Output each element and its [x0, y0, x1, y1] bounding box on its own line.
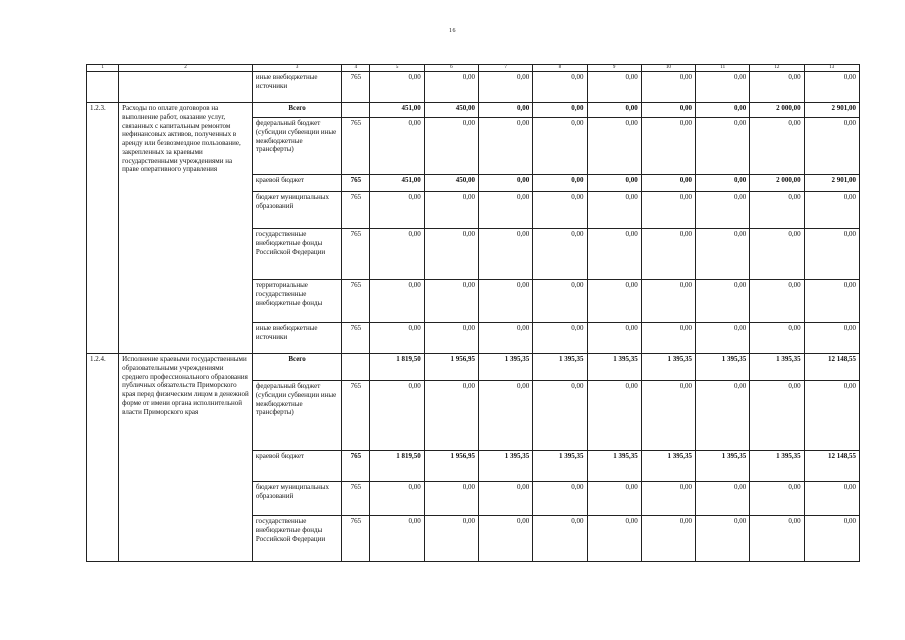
value-cell: 0,00: [370, 323, 424, 354]
code-cell: 765: [342, 323, 370, 354]
value-cell: 0,00: [696, 192, 750, 229]
code-cell: 765: [342, 516, 370, 562]
column-header: 8: [533, 65, 587, 72]
table-row: [87, 103, 860, 118]
funding-source: иные внебюджетные источники: [252, 323, 341, 354]
code-cell: 765: [342, 72, 370, 103]
value-cell: 0,00: [478, 72, 532, 103]
value-cell: 0,00: [370, 482, 424, 516]
value-cell: 0,00: [641, 280, 695, 323]
code-cell: 765: [342, 229, 370, 280]
value-cell: 2 901,00: [804, 175, 859, 192]
value-cell: 0,00: [533, 323, 587, 354]
value-cell: 0,00: [533, 175, 587, 192]
value-cell: 0,00: [804, 192, 859, 229]
name-cell: [119, 72, 253, 103]
column-header: 10: [641, 65, 695, 72]
value-cell: 1 395,35: [533, 354, 587, 381]
column-header: 6: [424, 65, 478, 72]
column-header: 9: [587, 65, 641, 72]
value-cell: 0,00: [587, 516, 641, 562]
value-cell: 1 819,50: [370, 354, 424, 381]
value-cell: 0,00: [750, 118, 804, 175]
value-cell: 0,00: [533, 192, 587, 229]
value-cell: 0,00: [370, 192, 424, 229]
funding-source: бюджет муниципальных образований: [252, 482, 341, 516]
value-cell: 0,00: [478, 381, 532, 451]
value-cell: 12 148,55: [804, 354, 859, 381]
value-cell: 0,00: [641, 381, 695, 451]
value-cell: 0,00: [424, 192, 478, 229]
value-cell: 2 000,00: [750, 103, 804, 118]
code-cell: 765: [342, 280, 370, 323]
value-cell: 0,00: [478, 323, 532, 354]
code-cell: [342, 103, 370, 118]
code-cell: 765: [342, 451, 370, 482]
column-header: 1: [87, 65, 119, 72]
value-cell: 0,00: [587, 175, 641, 192]
value-cell: 0,00: [750, 280, 804, 323]
value-cell: 0,00: [804, 72, 859, 103]
value-cell: 0,00: [696, 72, 750, 103]
value-cell: 12 148,55: [804, 451, 859, 482]
value-cell: 0,00: [370, 381, 424, 451]
funding-source: иные внебюджетные источники: [252, 72, 341, 103]
code-cell: 765: [342, 381, 370, 451]
funding-source: краевой бюджет: [252, 175, 341, 192]
value-cell: 0,00: [804, 118, 859, 175]
value-cell: 0,00: [424, 280, 478, 323]
value-cell: 1 395,35: [587, 451, 641, 482]
funding-source: территориальные государственные внебюджетные фонды: [252, 280, 341, 323]
value-cell: 0,00: [641, 482, 695, 516]
code-cell: 765: [342, 482, 370, 516]
value-cell: 0,00: [750, 482, 804, 516]
value-cell: 0,00: [370, 72, 424, 103]
value-cell: 0,00: [533, 381, 587, 451]
value-cell: 0,00: [478, 280, 532, 323]
section-name: Расходы по оплате договоров на выполнение работ, оказание услуг, связанных с капитальным ремонтом нефинансовых активов, полученных в аренду или безвозмездное пользование, закрепленных за краевыми государственными учреждениями на праве оперативного управления: [119, 103, 253, 354]
value-cell: 0,00: [641, 175, 695, 192]
value-cell: 450,00: [424, 175, 478, 192]
funding-source: государственные внебюджетные фонды Российской Федерации: [252, 229, 341, 280]
value-cell: 0,00: [750, 192, 804, 229]
code-cell: [342, 354, 370, 381]
table-row: [87, 354, 860, 381]
value-cell: 0,00: [587, 192, 641, 229]
value-cell: 0,00: [478, 175, 532, 192]
value-cell: 0,00: [370, 229, 424, 280]
total-label: Всего: [252, 354, 341, 381]
value-cell: 0,00: [533, 482, 587, 516]
column-header: 7: [478, 65, 532, 72]
column-header: 4: [342, 65, 370, 72]
column-header: 3: [252, 65, 341, 72]
code-cell: 765: [342, 192, 370, 229]
value-cell: 0,00: [587, 381, 641, 451]
value-cell: 0,00: [641, 192, 695, 229]
value-cell: 0,00: [696, 118, 750, 175]
value-cell: 0,00: [478, 103, 532, 118]
value-cell: 0,00: [370, 280, 424, 323]
value-cell: 0,00: [804, 229, 859, 280]
budget-table: [86, 64, 860, 562]
value-cell: 1 395,35: [696, 451, 750, 482]
value-cell: 0,00: [641, 72, 695, 103]
section-number: 1.2.4.: [87, 354, 119, 562]
column-header: 13: [804, 65, 859, 72]
value-cell: 1 395,35: [750, 354, 804, 381]
code-cell: 765: [342, 118, 370, 175]
value-cell: 0,00: [587, 118, 641, 175]
value-cell: 0,00: [641, 323, 695, 354]
value-cell: 0,00: [533, 516, 587, 562]
value-cell: 0,00: [750, 229, 804, 280]
value-cell: 0,00: [424, 516, 478, 562]
section-number: 1.2.3.: [87, 103, 119, 354]
column-header: 12: [750, 65, 804, 72]
column-header: 2: [119, 65, 253, 72]
value-cell: 0,00: [641, 516, 695, 562]
value-cell: 1 395,35: [533, 451, 587, 482]
value-cell: 0,00: [424, 381, 478, 451]
value-cell: 0,00: [478, 229, 532, 280]
value-cell: 1 395,35: [478, 354, 532, 381]
value-cell: 0,00: [533, 72, 587, 103]
value-cell: 451,00: [370, 103, 424, 118]
value-cell: 0,00: [750, 72, 804, 103]
value-cell: 1 395,35: [478, 451, 532, 482]
value-cell: 0,00: [641, 229, 695, 280]
value-cell: 0,00: [533, 118, 587, 175]
value-cell: 1 395,35: [641, 451, 695, 482]
value-cell: 0,00: [587, 72, 641, 103]
total-label: Всего: [252, 103, 341, 118]
funding-source: краевой бюджет: [252, 451, 341, 482]
value-cell: 0,00: [804, 516, 859, 562]
funding-source: федеральный бюджет (субсидии субвенции иные межбюджетные трансферты): [252, 118, 341, 175]
funding-source: федеральный бюджет (субсидии субвенции иные межбюджетные трансферты): [252, 381, 341, 451]
value-cell: 0,00: [478, 118, 532, 175]
column-header: 5: [370, 65, 424, 72]
value-cell: 0,00: [533, 103, 587, 118]
value-cell: 0,00: [750, 323, 804, 354]
value-cell: 0,00: [696, 516, 750, 562]
value-cell: 0,00: [533, 229, 587, 280]
row-number-cell: [87, 72, 119, 103]
value-cell: 0,00: [696, 381, 750, 451]
value-cell: 0,00: [750, 516, 804, 562]
column-header-row: [87, 65, 860, 72]
value-cell: 0,00: [424, 229, 478, 280]
value-cell: 1 395,35: [696, 354, 750, 381]
value-cell: 1 395,35: [641, 354, 695, 381]
value-cell: 0,00: [804, 482, 859, 516]
code-cell: 765: [342, 175, 370, 192]
table-row: [87, 72, 860, 103]
column-header: 11: [696, 65, 750, 72]
section-name: Исполнение краевыми государственными образовательными учреждениями среднего профессионального образования публичных обязательств Приморского края перед физическим лицом в денежной форме от имени органа исполнительной власти Приморского края: [119, 354, 253, 562]
value-cell: 1 395,35: [587, 354, 641, 381]
value-cell: 0,00: [587, 482, 641, 516]
value-cell: 450,00: [424, 103, 478, 118]
value-cell: 0,00: [587, 229, 641, 280]
value-cell: 0,00: [641, 103, 695, 118]
value-cell: 1 956,95: [424, 451, 478, 482]
value-cell: 1 395,35: [750, 451, 804, 482]
value-cell: 0,00: [424, 118, 478, 175]
value-cell: 0,00: [696, 482, 750, 516]
value-cell: 0,00: [804, 323, 859, 354]
value-cell: 0,00: [478, 192, 532, 229]
value-cell: 2 901,00: [804, 103, 859, 118]
value-cell: 0,00: [478, 516, 532, 562]
value-cell: 0,00: [587, 103, 641, 118]
value-cell: 0,00: [696, 280, 750, 323]
value-cell: 0,00: [750, 381, 804, 451]
value-cell: 0,00: [641, 118, 695, 175]
value-cell: 0,00: [696, 175, 750, 192]
value-cell: 0,00: [370, 516, 424, 562]
value-cell: 0,00: [696, 229, 750, 280]
value-cell: 0,00: [587, 280, 641, 323]
value-cell: 451,00: [370, 175, 424, 192]
value-cell: 0,00: [424, 323, 478, 354]
value-cell: 0,00: [478, 482, 532, 516]
value-cell: 0,00: [370, 118, 424, 175]
value-cell: 0,00: [696, 103, 750, 118]
value-cell: 0,00: [804, 280, 859, 323]
value-cell: 2 000,00: [750, 175, 804, 192]
value-cell: 0,00: [804, 381, 859, 451]
value-cell: 0,00: [587, 323, 641, 354]
funding-source: государственные внебюджетные фонды Российской Федерации: [252, 516, 341, 562]
funding-source: бюджет муниципальных образований: [252, 192, 341, 229]
value-cell: 0,00: [424, 482, 478, 516]
value-cell: 0,00: [533, 280, 587, 323]
value-cell: 0,00: [696, 323, 750, 354]
page-number: 16: [449, 28, 456, 34]
value-cell: 0,00: [424, 72, 478, 103]
value-cell: 1 819,50: [370, 451, 424, 482]
value-cell: 1 956,95: [424, 354, 478, 381]
